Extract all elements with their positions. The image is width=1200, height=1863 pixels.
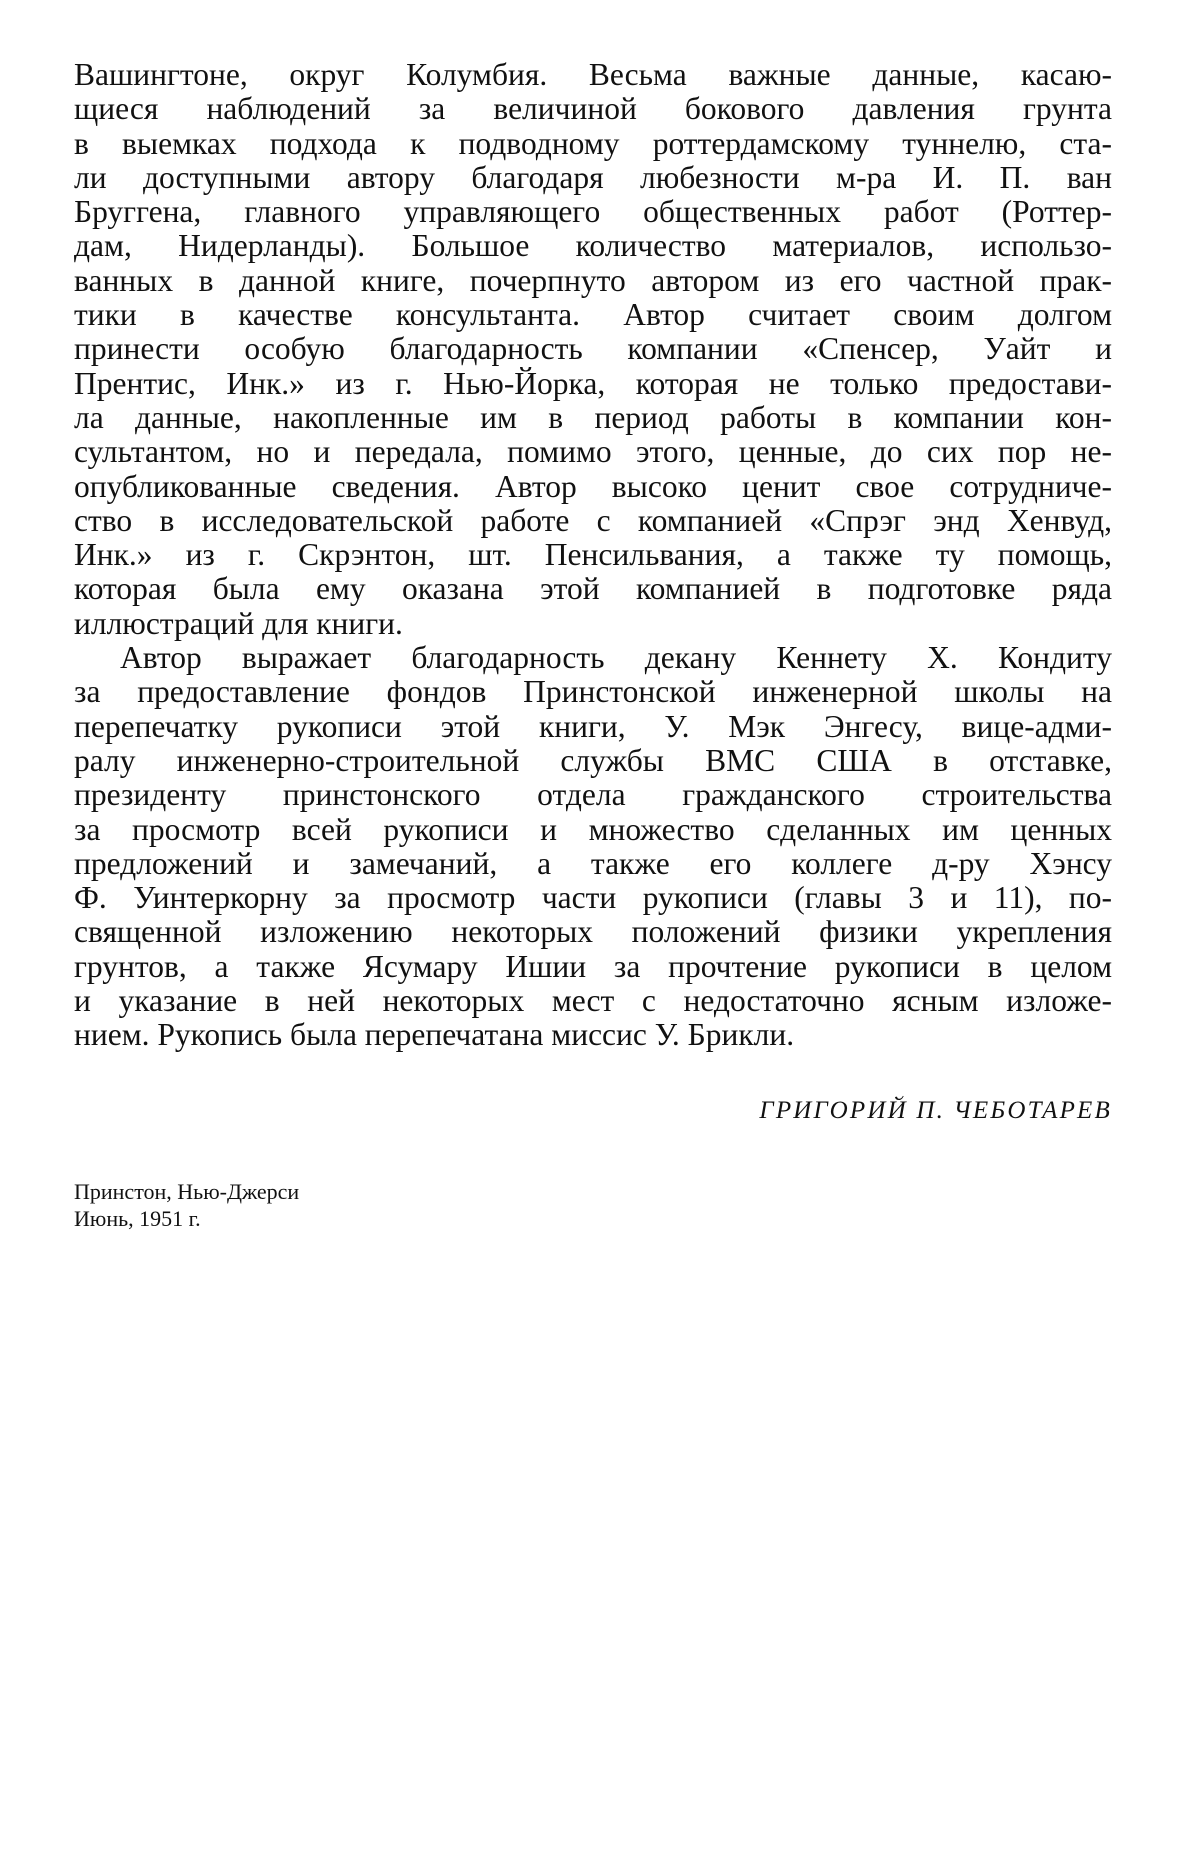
text-line: сультантом, но и передала, помимо этого, ценные, до сих пор не- [74,434,1112,470]
text-line: предложений и замечаний, а также его коллеге д-ру Хэнсу [74,845,1112,881]
text-line: Ф. Уинтеркорну за просмотр части рукописи (главы 3 и 11), по- [74,880,1112,916]
text-line: опубликованные сведения. Автор высоко ценит свое сотрудниче- [74,468,1112,504]
text-line: священной изложению некоторых положений физики укрепления [74,914,1112,950]
place-line: Принстон, Нью-Джерси [74,1179,300,1204]
author-signature: ГРИГОРИЙ П. ЧЕБОТАРЕВ [759,1097,1112,1124]
text-line: дам, Нидерланды). Большое количество материалов, использо- [74,228,1112,264]
date-line: Июнь, 1951 г. [74,1206,201,1231]
text-line: за предоставление фондов Принстонской инженерной школы на [74,674,1112,710]
text-line: и указание в ней некоторых мест с недостаточно ясным изложе- [74,983,1112,1019]
text-line: нием. Рукопись была перепечатана миссис У. Брикли. [74,1017,795,1053]
text-line: Бруггена, главного управляющего общественных работ (Роттер- [74,194,1112,230]
text-line: президенту принстонского отдела гражданского строительства [74,777,1112,813]
paragraph-2 [74,641,1112,1053]
place-date-block [74,1178,299,1232]
text-line: Автор выражает благодарность декану Кеннету Х. Кондиту [120,640,1112,676]
text-line: иллюстраций для книги. [74,605,403,641]
text-line: в выемках подхода к подводному роттердамскому туннелю, ста- [74,125,1112,161]
text-line: Прентис, Инк.» из г. Нью-Йорка, которая не только предостави- [74,365,1112,401]
text-line: ралу инженерно-строительной службы ВМС США в отставке, [74,742,1112,778]
text-line: ла данные, накопленные им в период работы в компании кон- [74,399,1112,435]
text-line: тики в качестве консультанта. Автор считает своим долгом [74,297,1112,333]
text-line: ство в исследовательской работе с компанией «Спрэг энд Хенвуд, [74,502,1112,538]
text-line: щиеся наблюдений за величиной бокового давления грунта [74,91,1112,127]
text-line: принести особую благодарность компании «Спенсер, Уайт и [74,331,1112,367]
text-line: грунтов, а также Ясумару Ишии за прочтение рукописи в целом [74,948,1112,984]
text-line: перепечатку рукописи этой книги, У. Мэк Энгесу, вице-адми- [74,708,1112,744]
paragraph-1 [74,58,1112,641]
text-line: ванных в данной книге, почерпнуто автором из его частной прак- [74,262,1112,298]
text-line: ли доступными автору благодаря любезности м-ра И. П. ван [74,159,1112,195]
text-line: Инк.» из г. Скрэнтон, шт. Пенсильвания, а также ту помощь, [74,537,1112,573]
body-text [74,58,1112,1053]
text-line: за просмотр всей рукописи и множество сделанных им ценных [74,811,1112,847]
text-line: Вашингтоне, округ Колумбия. Весьма важные данные, касаю- [74,57,1112,92]
text-line: которая была ему оказана этой компанией в подготовке ряда [74,571,1112,607]
